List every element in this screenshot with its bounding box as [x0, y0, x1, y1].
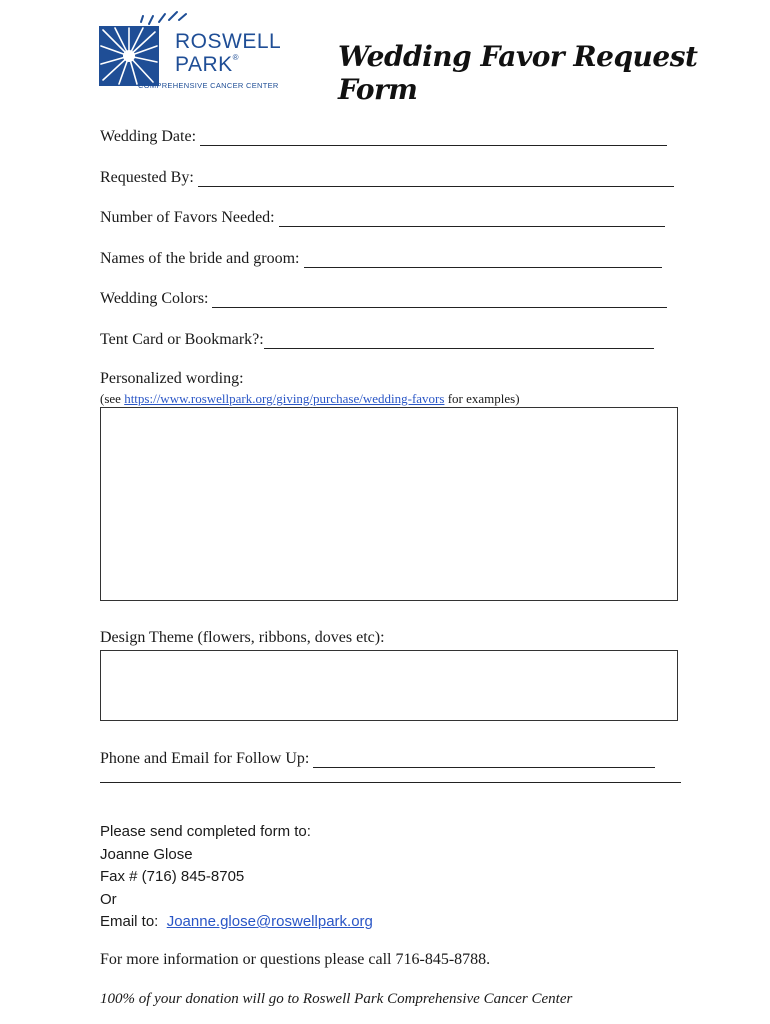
phone-email-second-line[interactable]	[100, 782, 681, 783]
tent-card-field[interactable]	[100, 331, 654, 349]
contact-name: Joanne Glose	[100, 845, 193, 863]
design-theme-label: Design Theme (flowers, ribbons, doves etc):	[100, 629, 385, 646]
phone-email-field[interactable]	[100, 750, 655, 768]
tent-card-label: Tent Card or Bookmark?:	[100, 331, 264, 348]
page-title: Wedding Favor Request Form	[338, 40, 698, 106]
requested-by-field[interactable]	[100, 169, 674, 187]
number-of-favors-label: Number of Favors Needed:	[100, 209, 275, 226]
design-theme-box[interactable]	[100, 650, 678, 721]
sunburst-logo-icon	[97, 8, 187, 92]
names-field[interactable]	[100, 250, 662, 268]
logo-name-line2: PARK®	[175, 53, 240, 76]
roswell-park-logo	[97, 8, 297, 92]
personalized-wording-box[interactable]	[100, 407, 678, 601]
wording-note: (see https://www.roswellpark.org/giving/purchase/wedding-favors for examples)	[100, 391, 520, 406]
number-of-favors-line[interactable]	[279, 212, 665, 227]
names-label: Names of the bride and groom:	[100, 250, 300, 267]
or-text: Or	[100, 890, 117, 908]
logo-name-line1: ROSWELL	[175, 30, 282, 53]
personalized-wording-label: Personalized wording:	[100, 370, 244, 387]
wedding-date-field[interactable]	[100, 128, 667, 146]
requested-by-line[interactable]	[198, 172, 674, 187]
tent-card-line[interactable]	[264, 334, 654, 349]
wedding-colors-field[interactable]	[100, 290, 667, 308]
info-text: For more information or questions please call 716-845-8788.	[100, 951, 491, 968]
wedding-colors-label: Wedding Colors:	[100, 290, 209, 307]
number-of-favors-field[interactable]	[100, 209, 665, 227]
wedding-favors-link[interactable]: https://www.roswellpark.org/giving/purchase/wedding-favors	[124, 391, 445, 406]
contact-fax: Fax # (716) 845-8705	[100, 868, 245, 885]
requested-by-label: Requested By:	[100, 169, 194, 186]
wedding-date-line[interactable]	[200, 131, 667, 146]
wedding-date-label: Wedding Date:	[100, 128, 197, 145]
phone-email-label: Phone and Email for Follow Up:	[100, 750, 310, 767]
send-to-block	[100, 821, 373, 934]
email-line: Email to: Joanne.glose@roswellpark.org	[100, 913, 373, 930]
contact-email-link[interactable]: Joanne.glose@roswellpark.org	[166, 913, 373, 930]
footer-text: 100% of your donation will go to Roswell Park Comprehensive Cancer Center	[100, 991, 573, 1007]
phone-email-line[interactable]	[313, 753, 655, 768]
logo-subtitle: COMPREHENSIVE CANCER CENTER	[138, 81, 279, 90]
names-line[interactable]	[304, 253, 662, 268]
send-to-heading: Please send completed form to:	[100, 823, 311, 840]
wedding-colors-line[interactable]	[212, 293, 667, 308]
